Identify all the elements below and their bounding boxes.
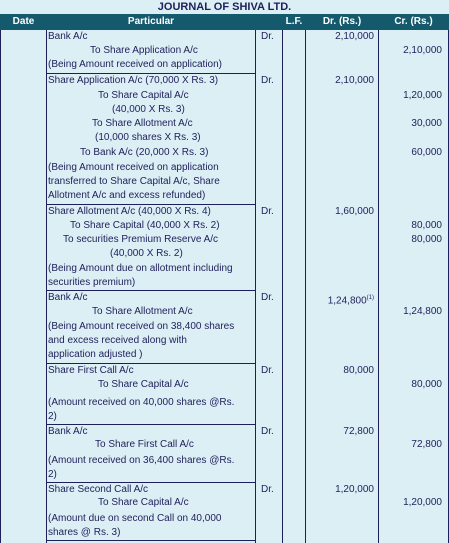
- dr-marker: Dr.: [261, 206, 274, 217]
- narration: shares @ Rs. 3): [48, 527, 121, 538]
- credit-account: To Share Capital A/c: [98, 497, 189, 508]
- narration: (Amount received on 36,400 shares @Rs.: [48, 455, 235, 466]
- credit-account: To Share Allotment A/c: [92, 118, 193, 129]
- debit-amount: 1,60,000: [335, 206, 374, 217]
- credit-detail: (40,000 X Rs. 3): [112, 104, 185, 115]
- narration: transferred to Share Capital A/c, Share: [48, 176, 220, 187]
- narration: 2): [48, 469, 57, 480]
- narration: and excess received along with: [48, 335, 187, 346]
- debit-amount: 80,000: [343, 365, 374, 376]
- rule-left: [0, 30, 1, 543]
- narration: Allotment A/c and excess refunded): [48, 190, 206, 201]
- debit-amount: 1,20,000: [335, 484, 374, 495]
- credit-account: To Share First Call A/c: [95, 439, 194, 450]
- credit-amount: 72,800: [411, 439, 442, 450]
- credit-account: To Share Capital (40,000 X Rs. 2): [70, 220, 220, 231]
- debit-amount: [328, 291, 374, 308]
- dr-marker: Dr.: [261, 365, 274, 376]
- narration: (Being Amount received on 38,400 shares: [48, 321, 235, 332]
- narration: (Amount received on 40,000 shares @Rs.: [48, 397, 235, 408]
- column-header-lf: L.F.: [285, 16, 303, 27]
- credit-account: To Share Allotment A/c: [92, 306, 193, 317]
- column-header-particular: Particular: [127, 16, 175, 27]
- rule-date: [46, 30, 47, 543]
- credit-detail: (40,000 X Rs. 2): [110, 248, 183, 259]
- credit-amount: 60,000: [411, 147, 442, 158]
- footnote-marker: (1): [366, 295, 374, 301]
- dr-marker: Dr.: [261, 31, 274, 42]
- debit-account: Share Application A/c (70,000 X Rs. 3): [48, 75, 219, 86]
- dr-marker: Dr.: [261, 292, 274, 303]
- debit-account: Share First Call A/c: [48, 365, 134, 376]
- credit-amount: 1,24,800: [403, 306, 442, 317]
- credit-amount: 2,10,000: [403, 45, 442, 56]
- narration: (Being Amount received on application: [48, 162, 219, 173]
- debit-account: Bank A/c: [48, 31, 88, 42]
- rule-dr: [378, 30, 379, 543]
- debit-account: Share Allotment A/c (40,000 X Rs. 4): [48, 206, 211, 217]
- narration: 2): [48, 411, 57, 422]
- column-header-dr: Dr. (Rs.): [322, 16, 362, 27]
- debit-amount: 72,800: [343, 426, 374, 437]
- debit-account: Bank A/c: [48, 426, 88, 437]
- rule-lf: [305, 30, 306, 543]
- column-header-date: Date: [12, 16, 35, 27]
- dr-marker: Dr.: [261, 484, 274, 495]
- debit-account: Share Second Call A/c: [48, 484, 149, 495]
- dr-marker: Dr.: [261, 426, 274, 437]
- narration: (Being Amount due on allotment including: [48, 263, 233, 274]
- narration: application adjusted ): [48, 349, 143, 360]
- dr-marker: Dr.: [261, 75, 274, 86]
- credit-amount: 30,000: [411, 118, 442, 129]
- debit-account: Bank A/c: [48, 292, 88, 303]
- table-header: [0, 14, 449, 30]
- credit-amount: 80,000: [411, 220, 442, 231]
- debit-amount: 2,10,000: [335, 31, 374, 42]
- credit-account: To Bank A/c (20,000 X Rs. 3): [80, 147, 209, 158]
- narration: securities premium): [48, 277, 136, 288]
- rule-marker: [282, 30, 283, 543]
- credit-amount: 80,000: [411, 234, 442, 245]
- credit-account: To securities Premium Reserve A/c: [63, 234, 219, 245]
- debit-amount-value: 1,24,800: [327, 295, 367, 307]
- journal-title: JOURNAL OF SHIVA LTD.: [0, 0, 449, 14]
- debit-amount: 2,10,000: [335, 75, 374, 86]
- credit-account: To Share Capital A/c: [98, 90, 189, 101]
- credit-account: To Share Capital A/c: [98, 379, 189, 390]
- credit-amount: 1,20,000: [403, 497, 442, 508]
- credit-amount: 1,20,000: [403, 90, 442, 101]
- credit-account: To Share Application A/c: [90, 45, 198, 56]
- column-header-cr: Cr. (Rs.): [394, 16, 433, 27]
- rule-particular: [255, 30, 256, 543]
- credit-detail: (10,000 shares X Rs. 3): [95, 132, 201, 143]
- entry-separator: [47, 540, 255, 541]
- credit-amount: 80,000: [411, 379, 442, 390]
- narration: (Amount due on second Call on 40,000: [48, 513, 222, 524]
- narration: (Being Amount received on application): [48, 59, 222, 70]
